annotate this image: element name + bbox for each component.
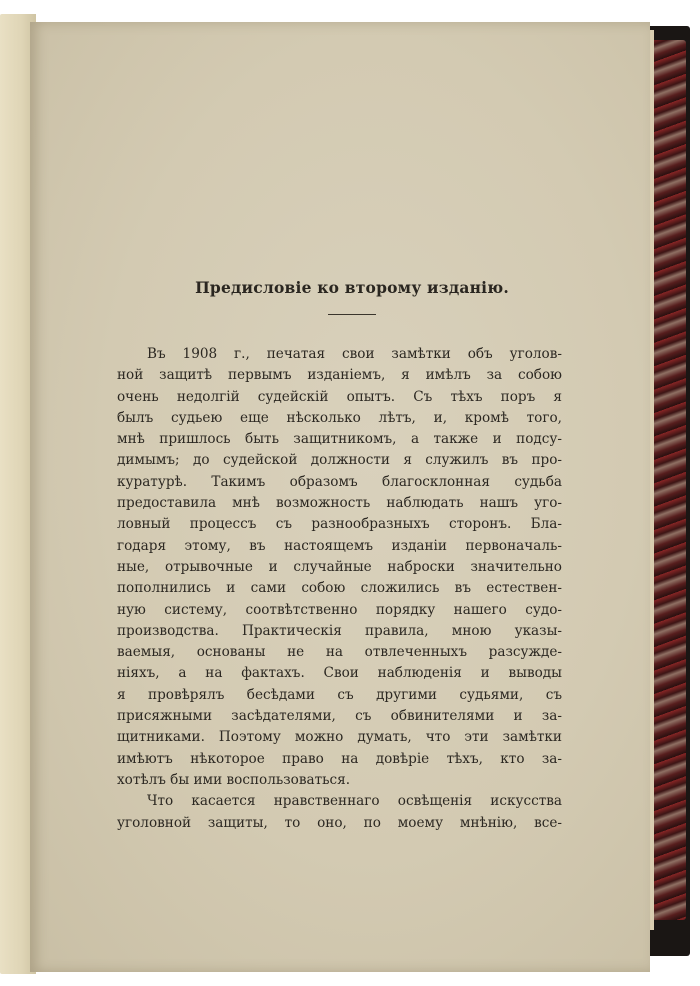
text-line: очень недолгій судейскій опытъ. Съ тѣхъ поръ я <box>117 388 562 405</box>
text-line: Въ 1908 г., печатая свои замѣтки объ уголов- <box>147 346 562 362</box>
text-line: Что касается нравственнаго освѣщенія искусства <box>147 793 562 810</box>
text-line: димымъ; до судейской должности я служилъ въ про- <box>117 452 562 469</box>
body-text <box>117 344 562 834</box>
text-line: щитниками. Поэтому можно думать, что эти замѣтки <box>117 729 562 746</box>
text-line: былъ судьею еще нѣсколько лѣтъ, и, кромѣ того, <box>117 409 562 426</box>
text-line: уголовной защиты, то оно, по моему мнѣнію, все- <box>117 814 562 831</box>
text-line: ловный процессъ съ разнообразныхъ сторонъ. Бла- <box>117 516 562 533</box>
text-line: мнѣ пришлось быть защитникомъ, а также и подсу- <box>117 431 562 448</box>
text-line: производства. Практическія правила, мною указы- <box>117 622 562 639</box>
heading-rule <box>328 314 376 315</box>
text-line: куратурѣ. Такимъ образомъ благосклонная судьба <box>117 473 562 490</box>
text-line: годаря этому, въ настоящемъ изданіи первоначаль- <box>117 537 562 554</box>
text-line: ніяхъ, а на фактахъ. Свои наблюденія и выводы <box>117 665 562 682</box>
text-line: предоставила мнѣ возможность наблюдать нашъ уго- <box>117 495 562 512</box>
text-line: имѣютъ нѣкоторое право на довѣріе тѣхъ, кто за- <box>117 750 562 767</box>
text-line: я провѣрялъ бесѣдами съ другими судьями, съ <box>117 686 562 703</box>
paragraph-1 <box>117 344 562 791</box>
text-line: ные, отрывочные и случайные наброски значительно <box>117 558 562 575</box>
paragraph-2 <box>117 791 562 834</box>
marbled-endpaper <box>650 40 686 920</box>
text-line: пополнились и сами собою сложились въ естествен- <box>117 580 562 597</box>
text-line: ную систему, соотвѣтственно порядку нашего судо- <box>117 601 562 618</box>
text-line: ной защитѣ первымъ изданіемъ, я имѣлъ за собою <box>117 367 562 384</box>
book-page <box>30 22 650 972</box>
text-line: хотѣлъ бы ими воспользоваться. <box>117 771 351 788</box>
text-line: присяжными засѣдателями, съ обвинителями и за- <box>117 708 562 725</box>
text-line: ваемыя, основаны не на отвлеченныхъ разсужде- <box>117 644 562 661</box>
chapter-heading: Предисловіе ко второму изданію. <box>195 278 509 297</box>
